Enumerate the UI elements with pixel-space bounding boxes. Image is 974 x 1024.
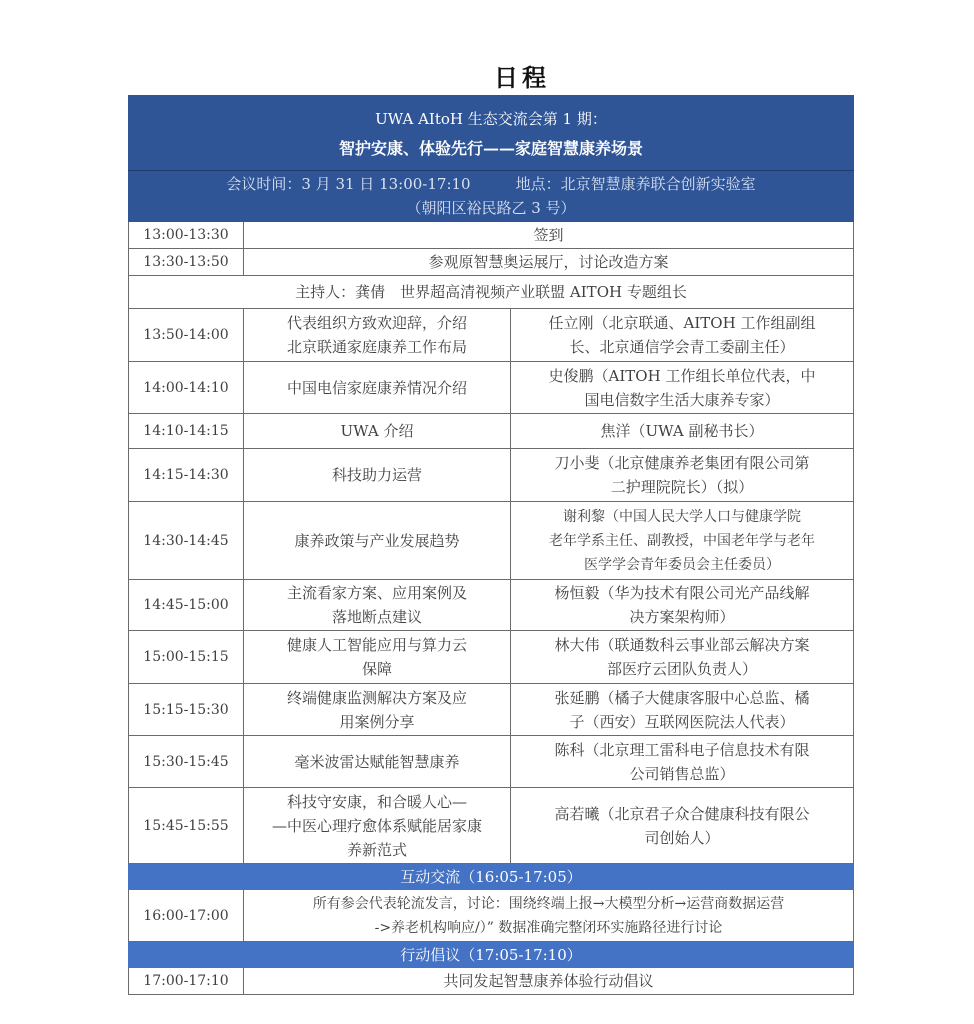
speaker-cell (511, 684, 854, 736)
topic-line: 主流看家方案、应用案例及 (286, 584, 467, 602)
content-line: ->养老机构响应/）” 数据准确完整闭环实施路径进行讨论 (374, 919, 723, 936)
session-row (129, 684, 854, 736)
speaker-cell (511, 788, 854, 864)
speaker-cell (511, 736, 854, 788)
time-cell: 14:10-14:15 (129, 414, 244, 449)
session-row (129, 362, 854, 414)
schedule-table (128, 95, 854, 995)
event-title-line1: UWA AItoH 生态交流会第 1 期： (375, 110, 607, 128)
topic-cell (244, 631, 511, 684)
time-cell: 15:30-15:45 (129, 736, 244, 788)
interactive-row (129, 890, 854, 942)
content-cell: 签到 (244, 222, 854, 249)
topic-cell (244, 309, 511, 362)
event-title-line2: 智护安康、体验先行——家庭智慧康养场景 (338, 139, 643, 158)
time-cell: 13:00-13:30 (129, 222, 244, 249)
topic-line: 科技守安康，和合暖人心— (286, 792, 467, 811)
topic-cell (244, 580, 511, 631)
speaker-cell (511, 502, 854, 580)
topic-line: 科技助力运营 (331, 466, 422, 484)
topic-line: 康养政策与产业发展趋势 (294, 531, 460, 550)
action-band: 行动倡议（17:05-17:10） (129, 942, 854, 968)
session-row (129, 502, 854, 580)
host-row (129, 276, 854, 309)
topic-cell (244, 684, 511, 736)
event-title-cell (129, 96, 854, 171)
speaker-cell (511, 309, 854, 362)
speaker-line: 刀小斐（北京健康养老集团有限公司第 (554, 454, 810, 472)
speaker-line: 高若曦（北京君子众合健康科技有限公 (554, 804, 810, 823)
time-cell: 15:45-15:55 (129, 788, 244, 864)
speaker-line: 子（西安）互联网医院法人代表） (569, 712, 795, 731)
session-row (129, 631, 854, 684)
speaker-cell (511, 362, 854, 414)
speaker-line: 老年学系主任、副教授，中国老年学与老年 (549, 532, 815, 549)
session-row (129, 736, 854, 788)
topic-cell (244, 736, 511, 788)
topic-line: 保障 (361, 660, 392, 678)
speaker-cell (511, 414, 854, 449)
topic-line: 北京联通家庭康养工作布局 (286, 338, 467, 356)
session-row (129, 580, 854, 631)
time-cell: 15:15-15:30 (129, 684, 244, 736)
speaker-line: 张延鹏（橘子大健康客服中心总监、橘 (554, 688, 810, 707)
meeting-info-cell (129, 171, 854, 222)
meeting-info-line2: （朝阳区裕民路乙 3 号） (406, 199, 576, 217)
topic-line: 毫米波雷达赋能智慧康养 (294, 752, 460, 771)
speaker-line: 任立刚（北京联通、AITOH 工作组副组 (548, 314, 816, 332)
speaker-line: 林大伟（联通数科云事业部云解决方案 (554, 636, 810, 654)
topic-line: 养新范式 (346, 840, 407, 859)
time-cell: 17:00-17:10 (129, 968, 244, 995)
session-row (129, 309, 854, 362)
interactive-band: 互动交流（16:05-17:05） (129, 864, 854, 890)
content-cell: 参观原智慧奥运展厅，讨论改造方案 (244, 249, 854, 276)
time-cell: 15:00-15:15 (129, 631, 244, 684)
time-cell: 14:30-14:45 (129, 502, 244, 580)
interactive-band-row (129, 864, 854, 890)
topic-cell (244, 788, 511, 864)
speaker-line: 公司销售总监） (629, 764, 735, 783)
speaker-line: 部医疗云团队负责人） (606, 660, 757, 678)
speaker-line: 谢利黎（中国人民大学人口与健康学院 (563, 508, 801, 525)
page-title: 日程 (494, 64, 550, 92)
speaker-line: 焦洋（UWA 副秘书长） (600, 422, 764, 440)
time-cell: 13:50-14:00 (129, 309, 244, 362)
content-line: 所有参会代表轮流发言，讨论：围绕终端上报→大模型分析→运营商数据运营 (312, 895, 785, 912)
topic-line: 用案例分享 (339, 712, 415, 731)
action-band-row (129, 942, 854, 968)
speaker-line: 医学学会青年委员会主任委员） (584, 556, 780, 573)
time-cell: 13:30-13:50 (129, 249, 244, 276)
topic-line: 代表组织方致欢迎辞，介绍 (286, 314, 467, 332)
speaker-line: 决方案架构师） (629, 608, 735, 626)
session-row (129, 788, 854, 864)
time-cell: 14:45-15:00 (129, 580, 244, 631)
topic-cell (244, 362, 511, 414)
session-row (129, 414, 854, 449)
topic-line: 终端健康监测解决方案及应 (286, 688, 467, 707)
topic-line: UWA 介绍 (340, 422, 414, 440)
speaker-cell (511, 631, 854, 684)
time-cell: 14:00-14:10 (129, 362, 244, 414)
speaker-line: 陈科（北京理工雷科电子信息技术有限 (554, 740, 810, 759)
speaker-line: 国电信数字生活大康养专家） (584, 390, 780, 409)
topic-cell (244, 502, 511, 580)
speaker-cell (511, 580, 854, 631)
table-row (129, 222, 854, 249)
topic-cell (244, 414, 511, 449)
speaker-line: 史俊鹏（AITOH 工作组长单位代表，中 (548, 366, 816, 385)
action-content-cell: 共同发起智慧康养体验行动倡议 (244, 968, 854, 995)
topic-line: 健康人工智能应用与算力云 (286, 636, 467, 654)
interactive-content-cell (244, 890, 854, 942)
topic-line: 中国电信家庭康养情况介绍 (286, 378, 467, 397)
speaker-line: 杨恒毅（华为技术有限公司光产品线解 (554, 584, 810, 602)
speaker-cell (511, 449, 854, 502)
speaker-line: 二护理院院长）（拟） (610, 478, 754, 496)
table-row (129, 249, 854, 276)
meeting-info-row (129, 171, 854, 222)
topic-cell (244, 449, 511, 502)
time-cell: 16:00-17:00 (129, 890, 244, 942)
host-cell: 主持人：龚倩 世界超高清视频产业联盟 AITOH 专题组长 (129, 276, 854, 309)
action-row (129, 968, 854, 995)
session-row (129, 449, 854, 502)
time-cell: 14:15-14:30 (129, 449, 244, 502)
speaker-line: 长、北京通信学会青工委副主任） (569, 338, 795, 356)
header-title-row (129, 96, 854, 171)
topic-line: —中医心理疗愈体系赋能居家康 (271, 816, 482, 835)
meeting-info-line1: 会议时间：3 月 31 日 13:00-17:10 地点：北京智慧康养联合创新实验室 (226, 175, 756, 193)
speaker-line: 司创始人） (644, 828, 720, 847)
topic-line: 落地断点建议 (331, 608, 422, 626)
